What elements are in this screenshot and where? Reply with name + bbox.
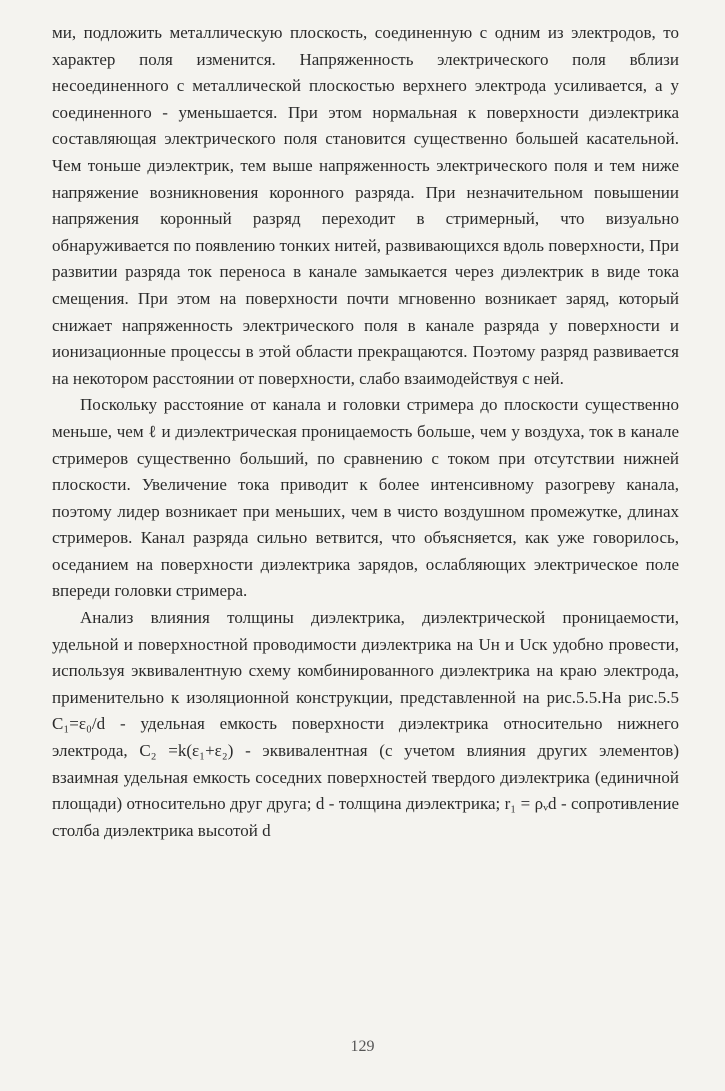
body-text [52, 20, 679, 844]
paragraph-1: ми, подложить металлическую плоскость, соединенную с одним из электродов, то характер поля изменится. Напряженность электрического поля вблизи несоединенного с металлической плоскостью верхнего электрода усиливается, а у соединенного - уменьшается. При этом нормальная к поверхности диэлектрика составляющая электрического поля становится существенно большей касательной. Чем тоньше диэлектрик, тем выше напряженность электрического поля и тем ниже напряжение возникновения коронного разряда. При незначительном повышении напряжения коронный разряд переходит в стримерный, что визуально обнаруживается по появлению тонких нитей, развивающихся вдоль поверхности, При развитии разряда ток переноса в канале замыкается через диэлектрик в виде тока смещения. При этом на поверхности почти мгновенно возникает заряд, который снижает напряженность электрического поля в канале разряда у поверхности и ионизационные процессы в этой области прекращаются. Поэтому разряд развивается на некотором расстоянии от поверхности, слабо взаимодействуя с ней. [52, 23, 679, 388]
paragraph-2: Поскольку расстояние от канала и головки стримера до плоскости существенно меньше, чем ℓ и диэлектрическая проницаемость больше, чем у воздуха, ток в канале стримеров существенно больший, по сравнению с током при отсутствии нижней плоскости. Увеличение тока приводит к более интенсивному разогреву канала, поэтому лидер возникает при меньших, чем в чисто воздушном промежутке, длинах стримеров. Канал разряда сильно ветвится, что объясняется, как уже говорилось, оседанием на поверхности диэлектрика зарядов, ослабляющих электрическое поле впереди головки стримера. [52, 395, 679, 601]
page-number: 129 [350, 1038, 375, 1055]
paragraph-3: Анализ влияния толщины диэлектрика, диэлектрической проницаемости, удельной и поверхностной проводимости диэлектрика на Uн и Uск удобно провести, используя эквивалентную схему комбинированного диэлектрика на краю электрода, применительно к изоляционной конструкции, представленной на рис.5.5.На рис.5.5 C₁=ε₀/d - удельная емкость поверхности диэлектрика относительно нижнего электрода, C₂ =k(ε₁+ε₂) - эквивалентная (с учетом влияния других элементов) взаимная удельная емкость соседних поверхностей твердого диэлектрика (единичной площади) относительно друг друга; d - толщина диэлектрика; r₁ = ρᵥd - сопротивление столба диэлектрика высотой d [52, 608, 679, 840]
